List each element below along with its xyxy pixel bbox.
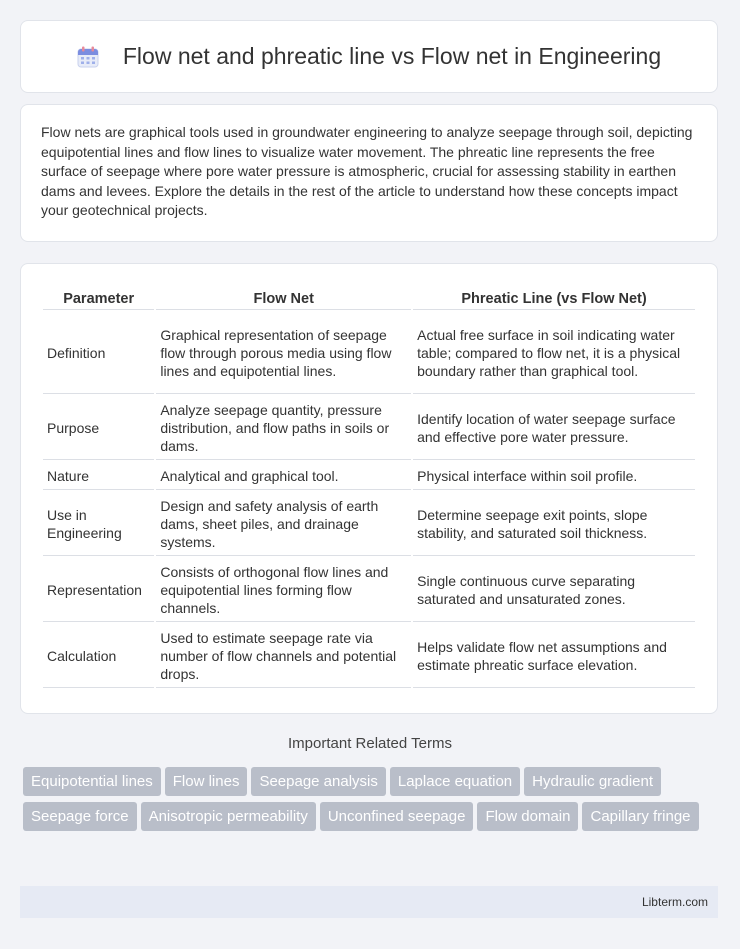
row-flow-net: Graphical representation of seepage flow through porous media using flow lines and equipotential lines. (156, 312, 411, 394)
tag-anisotropic-permeability[interactable]: Anisotropic permeability (141, 802, 316, 831)
row-parameter: Calculation (43, 624, 154, 688)
intro-text: Flow nets are graphical tools used in groundwater engineering to analyze seepage through soil, depicting equipotential lines and flow lines to visualize water movement. The phreatic line represents the free surface of seepage where pore water pressure is atmospheric, crucial for assessing stability in earthen dams and levees. Explore the details in the rest of the article to understand how these concepts impact your geotechnical projects. (41, 124, 693, 219)
tag-equipotential-lines[interactable]: Equipotential lines (23, 767, 161, 796)
row-phreatic-line: Actual free surface in soil indicating water table; compared to flow net, it is a physical boundary rather than graphical tool. (413, 312, 695, 394)
row-flow-net: Analyze seepage quantity, pressure distribution, and flow paths in soils or dams. (156, 396, 411, 460)
tag-flow-lines[interactable]: Flow lines (165, 767, 248, 796)
row-phreatic-line: Identify location of water seepage surface and effective pore water pressure. (413, 396, 695, 460)
header-card (20, 20, 718, 93)
table-row (43, 492, 695, 556)
table-row (43, 312, 695, 394)
table-row (43, 624, 695, 688)
row-phreatic-line: Helps validate flow net assumptions and estimate phreatic surface elevation. (413, 624, 695, 688)
tag-laplace-equation[interactable]: Laplace equation (390, 767, 520, 796)
tag-flow-domain[interactable]: Flow domain (477, 802, 578, 831)
related-terms-tags (23, 767, 723, 837)
row-flow-net: Design and safety analysis of earth dams, sheet piles, and drainage systems. (156, 492, 411, 556)
row-phreatic-line: Single continuous curve separating saturated and unsaturated zones. (413, 558, 695, 622)
tag-capillary-fringe[interactable]: Capillary fringe (582, 802, 698, 831)
row-parameter: Purpose (43, 396, 154, 460)
table-row (43, 462, 695, 490)
tag-seepage-analysis[interactable]: Seepage analysis (251, 767, 385, 796)
row-flow-net: Consists of orthogonal flow lines and equipotential lines forming flow channels. (156, 558, 411, 622)
tag-seepage-force[interactable]: Seepage force (23, 802, 137, 831)
footer (20, 886, 718, 918)
footer-site-link[interactable]: Libterm.com (641, 895, 708, 909)
table-header-row (43, 288, 695, 310)
comparison-table-card (20, 263, 718, 714)
row-parameter: Definition (43, 312, 154, 394)
header-flow-net: Flow Net (156, 288, 411, 310)
row-phreatic-line: Determine seepage exit points, slope stability, and saturated soil thickness. (413, 492, 695, 556)
row-parameter: Representation (43, 558, 154, 622)
page-title: Flow net and phreatic line vs Flow net in Engineering (122, 43, 662, 69)
row-flow-net: Used to estimate seepage rate via number of flow channels and potential drops. (156, 624, 411, 688)
header-phreatic-line: Phreatic Line (vs Flow Net) (413, 288, 695, 310)
related-terms-title: Important Related Terms (288, 735, 452, 752)
table-row (43, 558, 695, 622)
row-parameter: Use in Engineering (43, 492, 154, 556)
tag-hydraulic-gradient[interactable]: Hydraulic gradient (524, 767, 661, 796)
header-parameter: Parameter (43, 288, 154, 310)
calendar-icon (77, 46, 99, 68)
table-row (43, 396, 695, 460)
row-parameter: Nature (43, 462, 154, 490)
intro-card (20, 104, 718, 242)
row-phreatic-line: Physical interface within soil profile. (413, 462, 695, 490)
tag-unconfined-seepage[interactable]: Unconfined seepage (320, 802, 474, 831)
row-flow-net: Analytical and graphical tool. (156, 462, 411, 490)
comparison-table (41, 286, 697, 690)
